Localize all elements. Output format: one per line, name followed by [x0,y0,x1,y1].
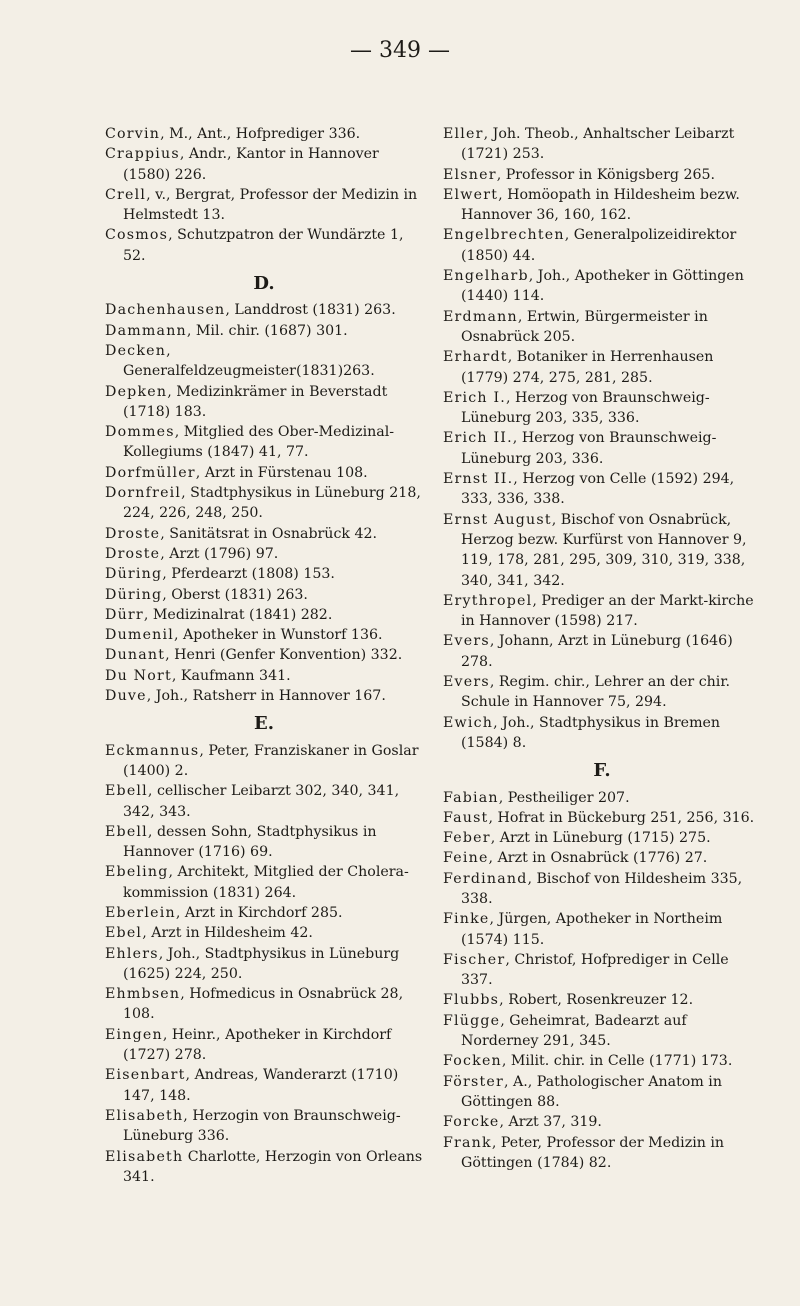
entry-name: Ferdinand [443,870,528,887]
entry-details: , Generalfeldzeugmeister(1831)263. [123,342,375,380]
index-entry [443,869,761,910]
index-entry [105,144,423,185]
index-entry [105,645,423,665]
index-entry [443,185,761,226]
entry-name: Dumenil [105,627,174,644]
entry-name: Corvin [105,126,161,142]
index-entry [443,266,761,307]
entry-name: Dorfmüller [105,464,196,481]
entry-details: , Arzt in Hildesheim 42. [142,925,313,942]
index-entry [105,483,423,524]
entry-name: Crell [105,186,147,203]
index-entry [105,585,423,605]
entry-details: , Herzog von Braunschweig-Lüneburg 203, 335, 336. [461,389,710,427]
entry-details: , Arzt in Osnabrück (1776) 27. [488,850,708,867]
index-entry [105,625,423,645]
index-entry [443,631,761,672]
entry-name: Düring [105,586,163,603]
index-entry [105,741,423,782]
index-column-right [443,124,761,1173]
entry-name: Förster [443,1073,504,1090]
entry-name: Focken [443,1053,502,1070]
index-entry [105,984,423,1025]
entry-details: , Jürgen, Apotheker in Northeim (1574) 115. [461,911,723,948]
index-entry [443,347,761,388]
section-letter: F. [593,760,611,782]
entry-name: Feine [443,850,489,867]
section-letter: D. [253,273,275,295]
entry-name: Ebel [105,925,143,942]
index-entry [443,909,761,950]
entry-name: Erdmann [443,308,518,325]
index-entry [105,124,423,144]
entry-name: Du Nort [105,667,172,684]
entry-name: Frank [443,1134,492,1151]
index-entry [443,848,761,868]
entry-details: , Geheimrat, Badearzt auf Norderney 291, 345. [461,1012,687,1050]
entry-details: , M., Ant., Hofprediger 336. [160,126,361,142]
entry-name: Dachenhausen [105,302,226,319]
entry-name: Eberlein [105,904,176,921]
entry-name: Evers [443,674,490,691]
index-entry [105,923,423,943]
index-entry [443,428,761,469]
entry-name: Depken [105,383,168,400]
index-entry [105,1025,423,1066]
entry-name: Elwert [443,186,499,203]
index-entry [443,1133,761,1174]
index-entry [105,903,423,923]
entry-details: , Henri (Genfer Konvention) 332. [165,647,403,664]
entry-details: , Stadtphysikus in Lüneburg 218, 224, 226, 248, 250. [123,485,421,522]
entry-details: , dessen Sohn, Stadtphysikus in Hannover (1716) 69. [123,823,377,861]
entry-name: Forcke [443,1114,500,1131]
index-entry [105,1106,423,1147]
entry-name: Ewich [443,714,494,731]
entry-details: , Milit. chir. in Celle (1771) 173. [501,1053,733,1070]
index-entry [105,524,423,544]
entry-name: Dammann [105,322,187,339]
entry-name: Düring [105,566,163,583]
entry-details: , Ertwin, Bürgermeister in Osnabrück 205. [461,308,708,345]
entry-name: Feber [443,830,491,847]
entry-details: , Bischof von Osnabrück, Herzog bezw. Kurfürst von Hannover 9, 119, 178, 281, 295, 309, 310, 319, 338, 340, 341, 342. [461,511,747,589]
entry-name: Duve [105,688,147,705]
entry-details: , A., Pathologischer Anatom in Göttingen 88. [461,1073,722,1110]
entry-details: Charlotte, Herzogin von Orleans 341. [123,1148,423,1185]
entry-details: , Joh., Stadtphysikus in Bremen (1584) 8. [461,714,721,751]
index-entry [443,1011,761,1052]
index-entry [443,713,761,754]
entry-details: , cellischer Leibarzt 302, 340, 341, 342, 343. [123,783,400,820]
entry-name: Ebell [105,783,148,800]
entry-name: Dommes [105,424,175,441]
entry-name: Erythropel [443,592,533,609]
entry-details: , Herzog von Celle (1592) 294, 333, 336, 338. [461,471,735,508]
index-entry [105,666,423,686]
entry-details: , Arzt 37, 319. [499,1114,602,1131]
index-entry [105,544,423,564]
index-entry [105,564,423,584]
index-entry [105,225,423,266]
entry-details: , Sanitätsrat in Osnabrück 42. [160,525,378,542]
entry-details: , Joh., Apotheker in Göttingen (1440) 114. [461,268,744,305]
entry-name: Fabian [443,789,499,806]
entry-details: , Medizinalrat (1841) 282. [143,606,333,623]
entry-details: , Arzt in Fürstenau 108. [195,464,368,481]
entry-details: , Robert, Rosenkreuzer 12. [499,992,694,1009]
entry-name: Ernst August [443,511,552,528]
index-entry [105,781,423,822]
entry-name: Flubbs [443,992,500,1009]
index-entry [443,950,761,991]
entry-details: , Christof, Hofprediger in Celle 337. [461,951,729,989]
entry-details: , Joh. Theob., Anhaltscher Leibarzt (1721) 253. [461,126,735,163]
entry-name: Flügge [443,1012,501,1029]
entry-name: Dornfreil [105,485,182,502]
entry-name: Ernst II. [443,471,514,488]
entry-details: , Hofmedicus in Osnabrück 28, 108. [123,986,404,1023]
entry-name: Evers [443,633,490,650]
entry-name: Eller [443,126,484,142]
index-entry [443,165,761,185]
entry-details: , Pestheiliger 207. [498,789,630,806]
entry-details: , Herzogin von Braunschweig-Lüneburg 336. [123,1107,401,1145]
index-entry [443,307,761,348]
index-column-left [105,124,423,1187]
index-entry [105,822,423,863]
entry-details: , Arzt (1796) 97. [160,545,279,562]
entry-details: , v., Bergrat, Professor der Medizin in Helmstedt 13. [123,186,418,224]
entry-details: , Generalpolizeidirektor (1850) 44. [461,227,737,264]
entry-name: Eingen [105,1026,163,1043]
entry-name: Elisabeth [105,1107,184,1124]
entry-name: Droste [105,525,161,542]
entry-details: , Herzog von Braunschweig-Lüneburg 203, 336. [461,430,717,467]
entry-name: Eisenbart [105,1067,186,1084]
index-entry [105,321,423,341]
entry-details: , Joh., Ratsherr in Hannover 167. [146,688,386,705]
entry-name: Dürr [105,606,144,623]
entry-name: Fischer [443,951,506,968]
index-entry [105,862,423,903]
entry-details: , Peter, Professor der Medizin in Göttingen (1784) 82. [461,1134,725,1171]
index-entry [443,828,761,848]
entry-details: , Oberst (1831) 263. [162,586,308,603]
index-entry [443,469,761,510]
index-entry [443,591,761,632]
entry-details: , Joh., Stadtphysikus in Lüneburg (1625) 224, 250. [123,945,400,982]
entry-details: , Andr., Kantor in Hannover (1580) 226. [123,146,379,183]
index-entry [443,1112,761,1132]
entry-name: Erich II. [443,430,513,447]
entry-details: , Architekt, Mitglied der Cholera-kommission (1831) 264. [123,864,409,901]
index-entry [443,1072,761,1113]
entry-name: Droste [105,545,161,562]
entry-name: Elsner [443,166,497,183]
entry-name: Ehlers [105,945,159,962]
entry-details: , Prediger an der Markt-kirche in Hannover (1598) 217. [461,592,754,630]
entry-details: , Andreas, Wanderarzt (1710) 147, 148. [123,1067,399,1104]
index-entry [105,422,423,463]
index-entry [105,463,423,483]
index-entry [105,944,423,985]
entry-details: , Peter, Franziskaner in Goslar (1400) 2. [123,742,419,779]
entry-name: Elisabeth [105,1148,184,1165]
index-entry [443,388,761,429]
index-entry [443,225,761,266]
entry-details: , Johann, Arzt in Lüneburg (1646) 278. [461,633,733,670]
entry-details: , Kaufmann 341. [171,667,291,684]
entry-name: Dunant [105,647,166,664]
entry-details: , Heinr., Apotheker in Kirchdorf (1727) 278. [123,1026,392,1064]
entry-name: Engelbrechten [443,227,565,244]
section-letter: E. [254,713,274,735]
index-entry [105,185,423,226]
index-entry [105,341,423,382]
entry-name: Decken [105,342,167,359]
entry-name: Eckmannus [105,742,200,759]
entry-details: , Apotheker in Wunstorf 136. [173,627,383,644]
entry-details: , Botaniker in Herrenhausen (1779) 274, 275, 281, 285. [461,349,714,386]
entry-name: Ebell [105,823,148,840]
entry-details: , Arzt in Kirchdorf 285. [175,904,343,921]
entry-name: Cosmos [105,227,169,244]
page-number: — 349 — [350,38,450,63]
entry-name: Erich I. [443,389,506,406]
entry-details: , Landdrost (1831) 263. [225,302,396,319]
entry-name: Erhardt [443,349,508,366]
entry-name: Faust [443,809,489,826]
entry-name: Ebeling [105,864,169,881]
entry-details: , Bischof von Hildesheim 335, 338. [461,870,743,907]
entry-name: Engelharb [443,268,529,285]
entry-details: , Medizinkrämer in Beverstadt (1718) 183. [123,383,388,420]
entry-details: , Pferdearzt (1808) 153. [162,566,335,583]
entry-details: , Homöopath in Hildesheim bezw. Hannover 36, 160, 162. [461,186,740,224]
entry-details: , Regim. chir., Lehrer an der chir. Schule in Hannover 75, 294. [461,674,731,711]
entry-details: , Arzt in Lüneburg (1715) 275. [490,830,711,847]
index-entry [443,808,761,828]
index-entry [443,788,761,808]
index-entry [443,672,761,713]
index-entry [443,124,761,165]
entry-name: Ehmbsen [105,986,181,1003]
index-entry [443,990,761,1010]
index-entry [443,510,761,591]
index-entry [105,686,423,706]
entry-details: , Schutzpatron der Wundärzte 1, 52. [123,227,404,264]
index-entry [105,300,423,320]
entry-details: , Mitglied des Ober-Medizinal-Kollegiums (1847) 41, 77. [123,424,395,461]
index-entry [105,605,423,625]
entry-name: Finke [443,911,490,928]
entry-details: , Mil. chir. (1687) 301. [186,322,348,339]
entry-details: , Hofrat in Bückeburg 251, 256, 316. [488,809,755,826]
index-entry [105,382,423,423]
index-entry [443,1051,761,1071]
entry-details: , Professor in Königsberg 265. [496,166,716,183]
index-entry [105,1147,423,1188]
entry-name: Crappius [105,146,180,163]
index-entry [105,1065,423,1106]
